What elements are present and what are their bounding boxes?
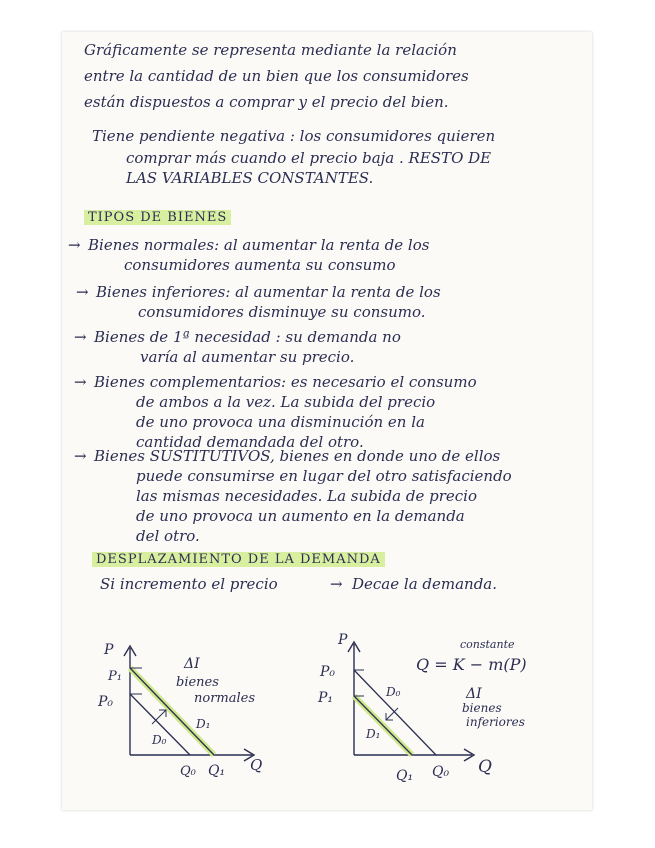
label-p: P [338, 632, 348, 648]
note-line: bienes [462, 701, 502, 715]
label-p0: P₀ [320, 664, 336, 680]
arrow-icon: → [74, 373, 87, 391]
intro-line: están dispuestos a comprar y el precio del bien. [84, 93, 449, 111]
goods-line: Bienes normales: al aumentar la renta de los [88, 236, 430, 254]
shift-arrow [152, 710, 166, 724]
label-q: Q [250, 756, 263, 774]
label-p0: P₀ [98, 694, 114, 710]
label-q0: Q₀ [180, 764, 196, 779]
goods-line: las mismas necesidades. La subida de precio [136, 487, 477, 505]
graph-normal-goods [97, 642, 262, 779]
label-delta: ΔI [184, 656, 200, 672]
shift-right: Decae la demanda. [352, 575, 498, 593]
formula-expr: Q = K − m(P) [416, 655, 527, 674]
label-q0: Q₀ [432, 764, 450, 780]
arrow-icon: → [74, 447, 87, 465]
heading-types: TIPOS DE BIENES [84, 210, 231, 225]
slope-line: comprar más cuando el precio baja . RESTO DE [126, 149, 492, 167]
graph-inferior-goods [317, 632, 527, 784]
goods-line: del otro. [136, 527, 200, 545]
shift-left: Si incremento el precio [100, 575, 278, 593]
label-d1: D₁ [196, 717, 211, 731]
slope-line: Tiene pendiente negativa : los consumidores quieren [92, 127, 496, 145]
goods-line: Bienes de 1ª necesidad : su demanda no [94, 328, 401, 346]
label-q1: Q₁ [208, 763, 226, 779]
label-q: Q [478, 757, 492, 777]
goods-line: puede consumirse en lugar del otro satisfaciendo [136, 467, 512, 485]
notebook-page [62, 32, 592, 810]
label-d0: D₀ [386, 685, 401, 699]
note-line: inferiores [466, 715, 525, 729]
slope-line: LAS VARIABLES CONSTANTES. [126, 169, 374, 187]
goods-line: de ambos a la vez. La subida del precio [136, 393, 436, 411]
goods-line: Bienes SUSTITUTIVOS, bienes en donde uno de ellos [94, 447, 501, 465]
goods-line: Bienes inferiores: al aumentar la renta de los [96, 283, 441, 301]
goods-line: de uno provoca un aumento en la demanda [136, 507, 465, 525]
demand-graphs [62, 592, 592, 810]
label-p1: P₁ [318, 690, 334, 706]
note-line: bienes [176, 675, 219, 690]
label-p1: P₁ [108, 669, 122, 684]
arrow-icon: → [68, 236, 81, 254]
formula-label: constante [460, 638, 515, 651]
label-p: P [104, 642, 114, 658]
label-d1: D₁ [366, 727, 381, 741]
label-delta: ΔI [466, 686, 482, 702]
d1-curve [354, 696, 412, 755]
intro-line: Gráficamente se representa mediante la relación [84, 41, 457, 59]
arrow-icon: → [76, 283, 89, 301]
goods-line: consumidores aumenta su consumo [124, 256, 396, 274]
arrow-icon: → [330, 575, 343, 593]
goods-line: Bienes complementarios: es necesario el consumo [94, 373, 477, 391]
intro-line: entre la cantidad de un bien que los consumidores [84, 67, 469, 85]
label-q1: Q₁ [396, 768, 414, 784]
arrow-icon: → [74, 328, 87, 346]
note-line: normales [194, 691, 256, 706]
goods-line: cantidad demandada del otro. [136, 433, 364, 451]
label-d0: D₀ [152, 733, 167, 747]
goods-line: de uno provoca una disminución en la [136, 413, 425, 431]
goods-line: varía al aumentar su precio. [140, 348, 355, 366]
goods-line: consumidores disminuye su consumo. [138, 303, 426, 321]
heading-shift: DESPLAZAMIENTO DE LA DEMANDA [92, 552, 385, 567]
